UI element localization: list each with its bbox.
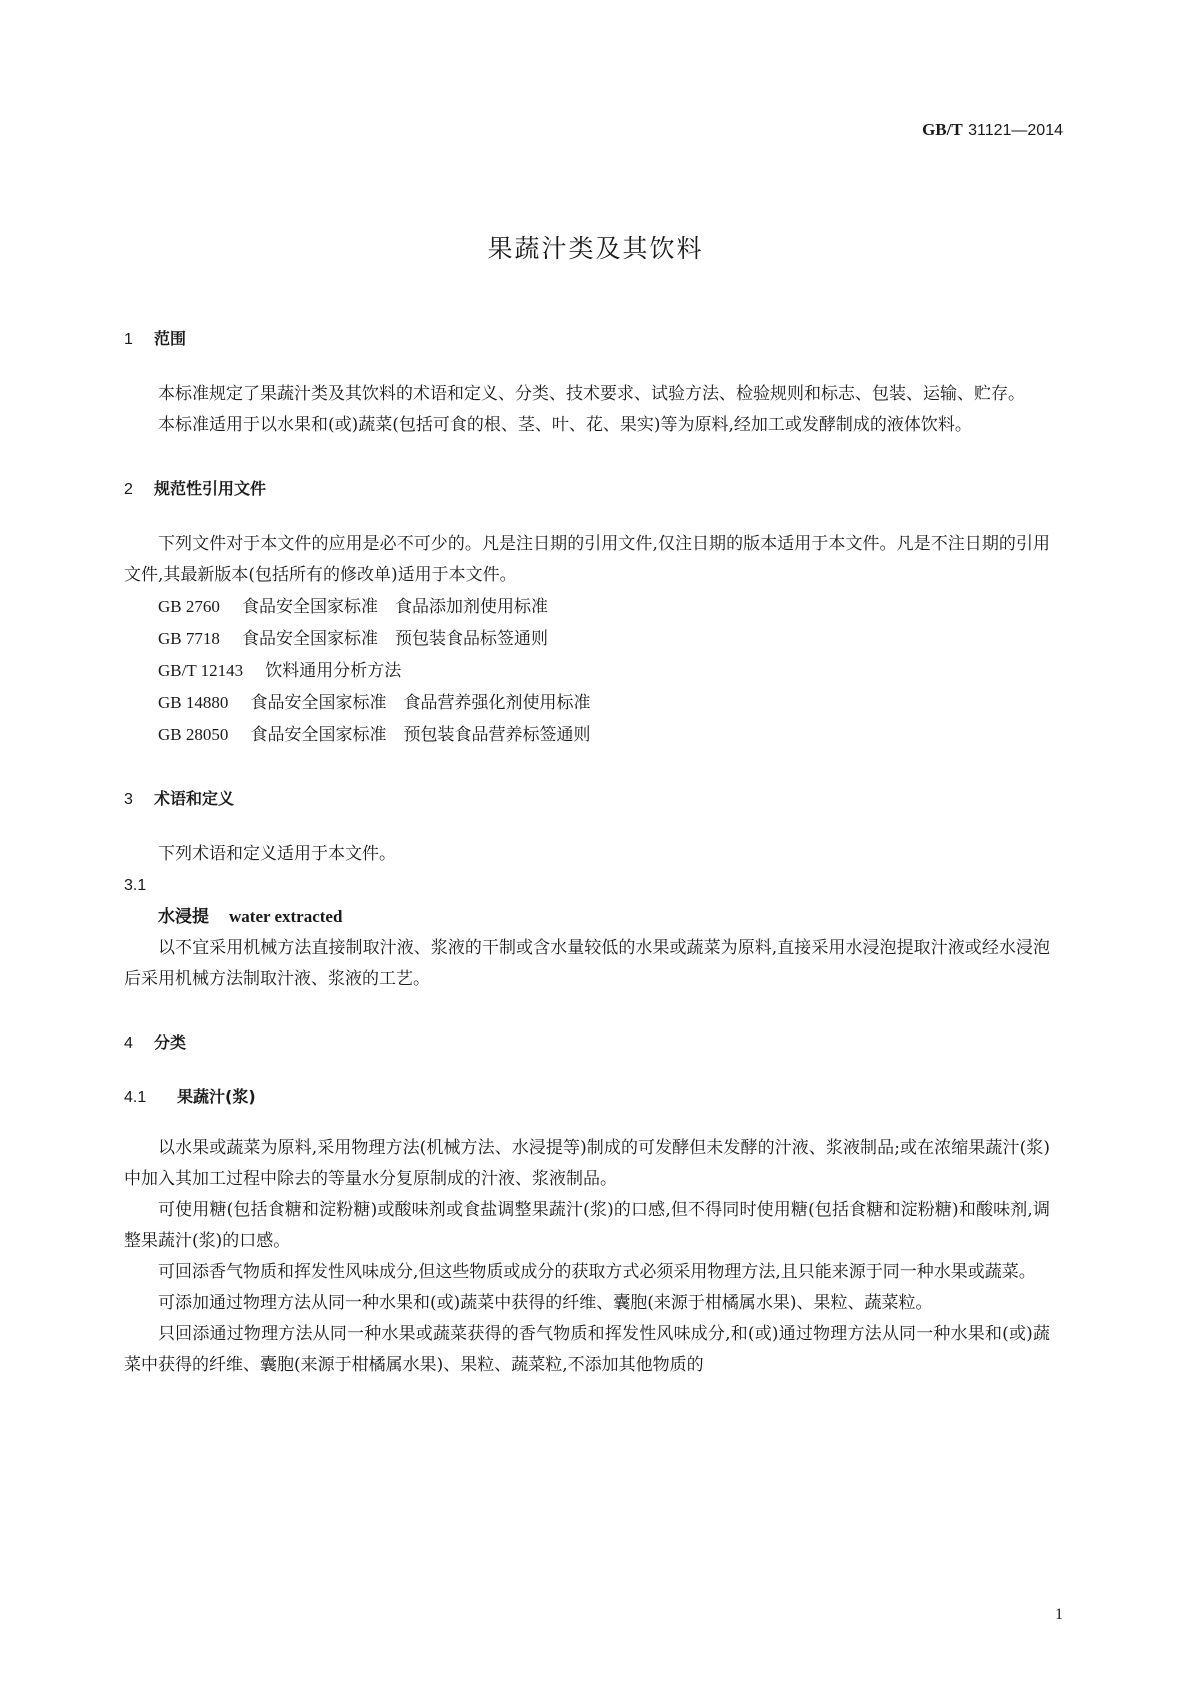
reference-item: GB/T 12143 饮料通用分析方法 xyxy=(158,661,402,681)
page-number: 1 xyxy=(1055,1606,1063,1623)
paragraph: 可回添香气物质和挥发性风味成分,但这些物质或成分的获取方式必须采用物理方法,且只能来源于同一种水果或蔬菜。 xyxy=(158,1262,1036,1282)
reference-item: GB 14880 食品安全国家标准 食品营养强化剂使用标准 xyxy=(158,693,591,713)
term-entry xyxy=(124,901,1050,933)
standard-prefix: GB/T xyxy=(922,120,963,139)
paragraph: 只回添通过物理方法从同一种水果或蔬菜获得的香气物质和挥发性风味成分,和(或)通过物理方法从同一种水果和(或)蔬菜中获得的纤维、囊胞(来源于柑橘属水果)、果粒、蔬菜粒,不添加其他物质的 xyxy=(124,1324,1050,1375)
paragraph: 本标准适用于以水果和(或)蔬菜(包括可食的根、茎、叶、花、果实)等为原料,经加工或发酵制成的液体饮料。 xyxy=(158,415,972,435)
term-number: 3.1 xyxy=(124,877,147,894)
term-english: water extracted xyxy=(229,907,343,926)
term-chinese: 水浸提 xyxy=(158,907,209,927)
paragraph: 以水果或蔬菜为原料,采用物理方法(机械方法、水浸提等)制成的可发酵但未发酵的汁液、浆液制品;或在浓缩果蔬汁(浆)中加入其加工过程中除去的等量水分复原制成的汁液、浆液制品。 xyxy=(124,1138,1050,1189)
reference-item: GB 2760 食品安全国家标准 食品添加剂使用标准 xyxy=(158,597,548,617)
section-3-heading: 3 术语和定义 xyxy=(124,789,235,808)
document-title: 果蔬汁类及其饮料 xyxy=(487,234,704,263)
reference-item: GB 28050 食品安全国家标准 预包装食品营养标签通则 xyxy=(158,725,591,745)
paragraph: 下列文件对于本文件的应用是必不可少的。凡是注日期的引用文件,仅注日期的版本适用于本文件。凡是不注日期的引用文件,其最新版本(包括所有的修改单)适用于本文件。 xyxy=(124,534,1050,585)
paragraph: 可添加通过物理方法从同一种水果和(或)蔬菜中获得的纤维、囊胞(来源于柑橘属水果)、果粒、蔬菜粒。 xyxy=(158,1293,933,1313)
paragraph: 可使用糖(包括食糖和淀粉糖)或酸味剂或食盐调整果蔬汁(浆)的口感,但不得同时使用糖(包括食糖和淀粉糖)和酸味剂,调整果蔬汁(浆)的口感。 xyxy=(124,1200,1050,1251)
paragraph: 本标准规定了果蔬汁类及其饮料的术语和定义、分类、技术要求、试验方法、检验规则和标志、包装、运输、贮存。 xyxy=(158,384,1025,404)
section-4-heading: 4 分类 xyxy=(124,1033,187,1052)
paragraph: 下列术语和定义适用于本文件。 xyxy=(158,844,396,864)
term-definition: 以不宜采用机械方法直接制取汁液、浆液的干制或含水量较低的水果或蔬菜为原料,直接采用水浸泡提取汁液或经水浸泡后采用机械方法制取汁液、浆液的工艺。 xyxy=(124,938,1050,989)
standard-code xyxy=(922,120,1063,140)
subsection-4-1-heading: 4.1 果蔬汁(浆) xyxy=(124,1087,256,1106)
document-body xyxy=(124,329,1050,1381)
section-1-heading: 1 范围 xyxy=(124,329,187,348)
section-2-heading: 2 规范性引用文件 xyxy=(124,479,267,498)
reference-item: GB 7718 食品安全国家标准 预包装食品标签通则 xyxy=(158,629,548,649)
standard-number: 31121—2014 xyxy=(968,122,1063,139)
